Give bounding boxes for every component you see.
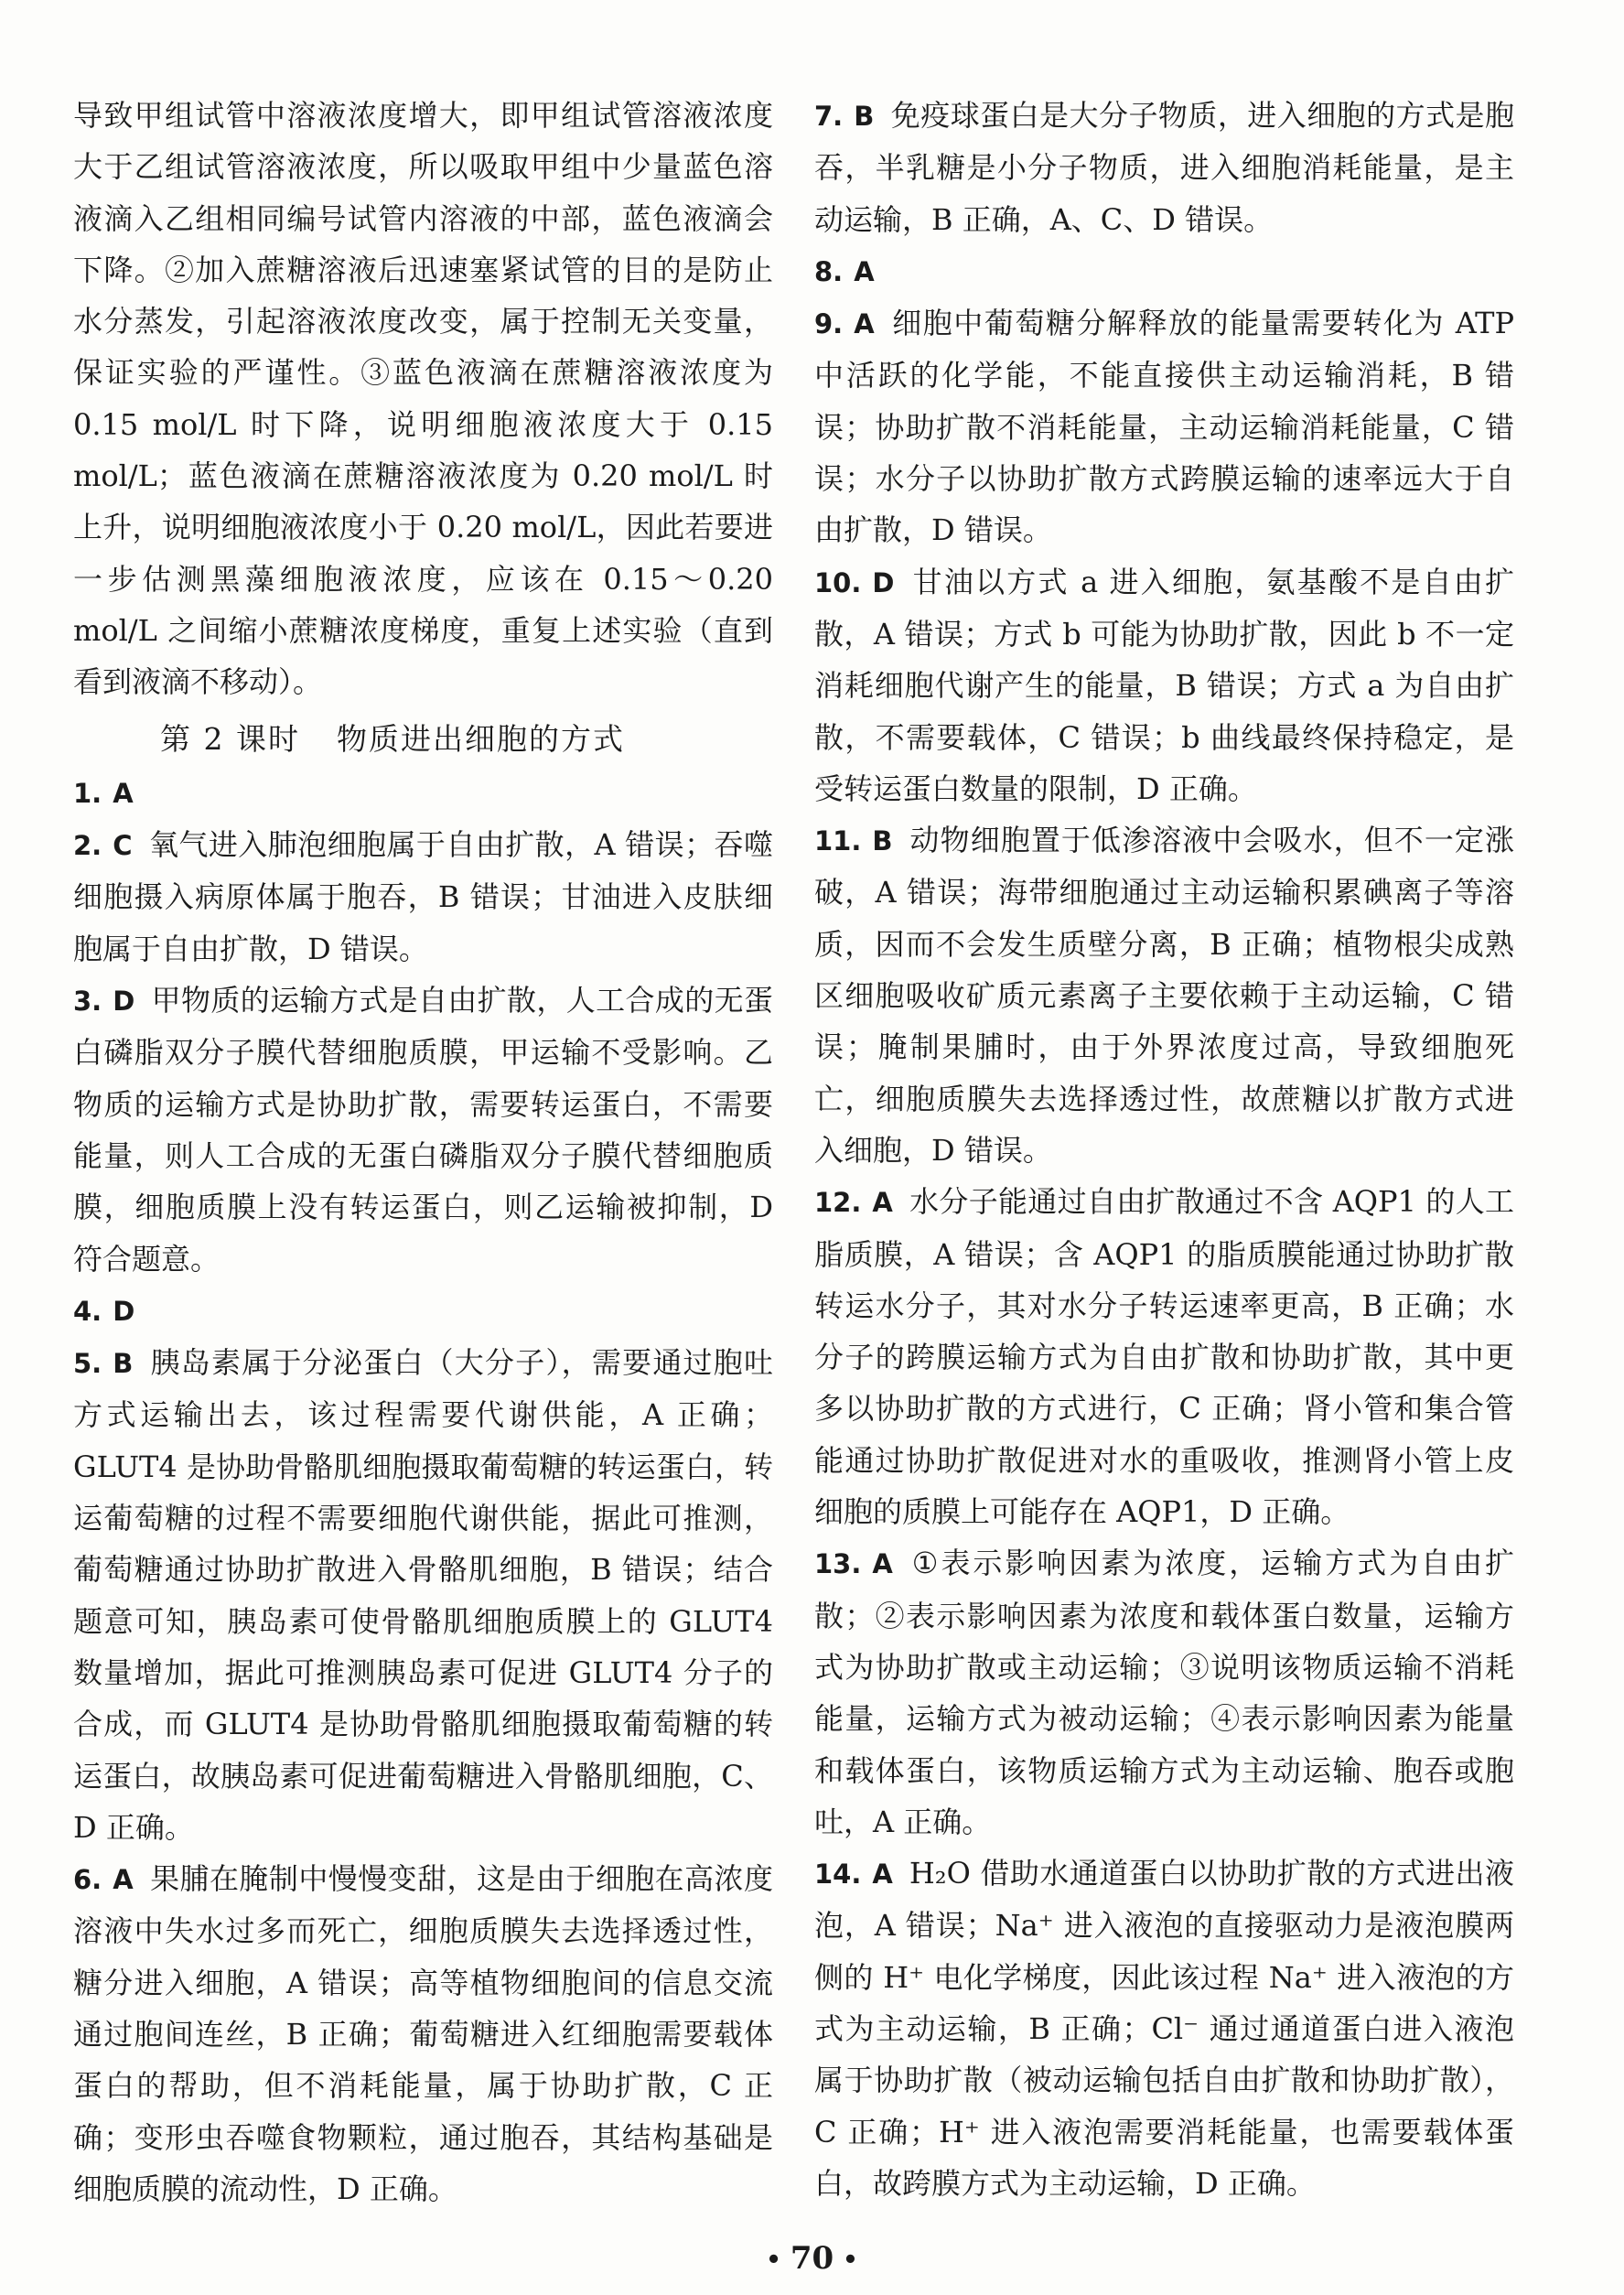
answer-item (814, 1176, 1514, 1537)
answer-choice: D (872, 566, 895, 598)
answer-number: 1. (73, 777, 102, 809)
answer-choice: D (113, 986, 135, 1018)
answer-number: 13. (814, 1548, 862, 1580)
answer-number: 11. (814, 825, 862, 857)
answer-number: 7. (814, 101, 844, 132)
answer-choice: A (113, 777, 134, 809)
answer-explanation: 动物细胞置于低渗溶液中会吸水，但不一定涨破，A 错误；海带细胞通过主动运输积累碘离子等溶质，因而不会发生质壁分离，B 正确；植物根尖成熟区细胞吸收矿质元素离子主要依赖于主动运输，C 错误；腌制果脯时，由于外界浓度过高，导致细胞死亡，细胞质膜失去选择透过性，故蔗糖以扩散方式进入细胞，D 错误。 (814, 823, 1514, 1168)
answer-number: 12. (814, 1187, 862, 1219)
lesson-subtitle: 物质进出细胞的方式 (336, 720, 625, 757)
answer-item (73, 1285, 773, 1337)
answer-number: 14. (814, 1859, 862, 1891)
answer-choice: B (113, 1348, 134, 1380)
answer-explanation: 细胞中葡萄糖分解释放的能量需要转化为 ATP 中活跃的化学能，不能直接供主动运输消耗，B 错误；协助扩散不消耗能量，主动运输消耗能量，C 错误；水分子以协助扩散方式跨膜运输的速率远大于自由扩散，D 错误。 (814, 306, 1514, 548)
answer-explanation: ①表示影响因素为浓度，运输方式为自由扩散；②表示影响因素为浓度和载体蛋白数量，运输方式为协助扩散或主动运输；③说明该物质运输不消耗能量，运输方式为被动运输；④表示影响因素为能量和载体蛋白，该物质运输方式为主动运输、胞吞或胞吐，A 正确。 (814, 1546, 1514, 1839)
answer-choice: A (854, 308, 875, 340)
answer-choice: D (113, 1295, 135, 1327)
answer-number: 8. (814, 255, 844, 287)
answer-choice: B (872, 825, 893, 857)
answer-choice: A (872, 1548, 893, 1580)
answer-explanation: H₂O 借助水通道蛋白以协助扩散的方式进出液泡，A 错误；Na⁺ 进入液泡的直接驱动力是液泡膜两侧的 H⁺ 电化学梯度，因此该过程 Na⁺ 进入液泡的方式为主动运输，B 正确；Cl⁻ 通过通道蛋白进入液泡属于协助扩散（被动运输包括自由扩散和协助扩散），C 正确；H⁺ 进入液泡需要消耗能量，也需要载体蛋白，故跨膜方式为主动运输，D 正确。 (814, 1856, 1514, 2201)
answer-number: 3. (73, 986, 102, 1018)
answer-explanation: 甘油以方式 a 进入细胞，氨基酸不是自由扩散，A 错误；方式 b 可能为协助扩散，因此 b 不一定消耗细胞代谢产生的能量，B 错误；方式 a 为自由扩散，不需要载体，C 错误；b 曲线最终保持稳定，是受转运蛋白数量的限制，D 正确。 (814, 564, 1514, 806)
lesson-title: 第 2 课时 (160, 720, 300, 757)
answer-choice: A (872, 1859, 893, 1891)
answer-explanation: 氧气进入肺泡细胞属于自由扩散，A 错误；吞噬细胞摄入病原体属于胞吞，B 错误；甘油进入皮肤细胞属于自由扩散，D 错误。 (73, 827, 773, 966)
answer-item (814, 90, 1514, 245)
answer-item (814, 556, 1514, 814)
answer-number: 9. (814, 308, 844, 340)
answer-explanation: 甲物质的运输方式是自由扩散，人工合成的无蛋白磷脂双分子膜代替细胞质膜，甲运输不受影响。乙物质的运输方式是协助扩散，需要转运蛋白，不需要能量，则人工合成的无蛋白磷脂双分子膜代替细胞质膜，细胞质膜上没有转运蛋白，则乙运输被抑制，D 符合题意。 (73, 983, 773, 1277)
answer-item (73, 767, 773, 819)
answer-item (814, 245, 1514, 297)
answer-item (814, 1848, 1514, 2209)
answer-item (814, 1537, 1514, 1848)
right-column (814, 90, 1514, 2209)
answer-choice: A (113, 1864, 134, 1896)
answer-explanation: 胰岛素属于分泌蛋白（大分子），需要通过胞吐方式运输出去，该过程需要代谢供能，A 正确；GLUT4 是协助骨骼肌细胞摄取葡萄糖的转运蛋白，转运葡萄糖的过程不需要细胞代谢供能，据此可推测，葡萄糖通过协助扩散进入骨骼肌细胞，B 错误；结合题意可知，胰岛素可使骨骼肌细胞质膜上的 GLUT4 数量增加，据此可推测胰岛素可促进 GLUT4 分子的合成，而 GLUT4 是协助骨骼肌细胞摄取葡萄糖的转运蛋白，故胰岛素可促进葡萄糖进入骨骼肌细胞，C、D 正确。 (73, 1345, 773, 1845)
answer-item (73, 975, 773, 1285)
page-number-dot: • (843, 2247, 858, 2274)
answer-number: 10. (814, 566, 862, 598)
answer-explanation: 果脯在腌制中慢慢变甜，这是由于细胞在高浓度溶液中失水过多而死亡，细胞质膜失去选择透过性，糖分进入细胞，A 错误；高等植物细胞间的信息交流通过胞间连丝，B 正确；葡萄糖进入红细胞需要载体蛋白的帮助，但不消耗能量，属于协助扩散，C 正确；变形虫吞噬食物颗粒，通过胞吞，其结构基础是细胞质膜的流动性，D 正确。 (73, 1861, 773, 2206)
page-number (0, 2240, 1624, 2277)
answer-number: 5. (73, 1348, 102, 1380)
page-number-dot: • (766, 2247, 781, 2274)
answer-item (73, 819, 773, 975)
answer-choice: A (854, 255, 875, 287)
page-number-value: 70 (790, 2240, 834, 2277)
answer-item (814, 814, 1514, 1176)
answer-number: 4. (73, 1295, 102, 1327)
answer-number: 6. (73, 1864, 102, 1896)
lesson-heading (73, 714, 773, 765)
answer-explanation: 水分子能通过自由扩散通过不含 AQP1 的人工脂质膜，A 错误；含 AQP1 的脂质膜能通过协助扩散转运水分子，其对水分子转运速率更高，B 正确；水分子的跨膜运输方式为自由扩散和协助扩散，其中更多以协助扩散的方式进行，C 正确；肾小管和集合管能通过协助扩散促进对水的重吸收，推测肾小管上皮细胞的质膜上可能存在 AQP1，D 正确。 (814, 1184, 1514, 1530)
answer-choice: B (854, 101, 875, 132)
answer-number: 2. (73, 830, 102, 862)
answer-item (814, 297, 1514, 555)
answer-item (73, 1853, 773, 2214)
answer-item (73, 1337, 773, 1853)
answer-choice: A (872, 1187, 893, 1219)
answer-explanation: 免疫球蛋白是大分子物质，进入细胞的方式是胞吞，半乳糖是小分子物质，进入细胞消耗能量，是主动运输，B 正确，A、C、D 错误。 (814, 98, 1514, 237)
intro-paragraph: 导致甲组试管中溶液浓度增大，即甲组试管溶液浓度大于乙组试管溶液浓度，所以吸取甲组中少量蓝色溶液滴入乙组相同编号试管内溶液的中部，蓝色液滴会下降。②加入蔗糖溶液后迅速塞紧试管的目的是防止水分蒸发，引起溶液浓度改变，属于控制无关变量，保证实验的严谨性。③蓝色液滴在蔗糖溶液浓度为 0.15 mol/L 时下降，说明细胞液浓度大于 0.15 mol/L；蓝色液滴在蔗糖溶液浓度为 0.20 mol/L 时上升，说明细胞液浓度小于 0.20 mol/L，因此若要进一步估测黑藻细胞液浓度，应该在 0.15～0.20 mol/L 之间缩小蔗糖浓度梯度，重复上述实验（直到看到液滴不移动）。 (73, 98, 773, 700)
answer-choice: C (113, 830, 133, 862)
left-column (73, 90, 773, 2214)
